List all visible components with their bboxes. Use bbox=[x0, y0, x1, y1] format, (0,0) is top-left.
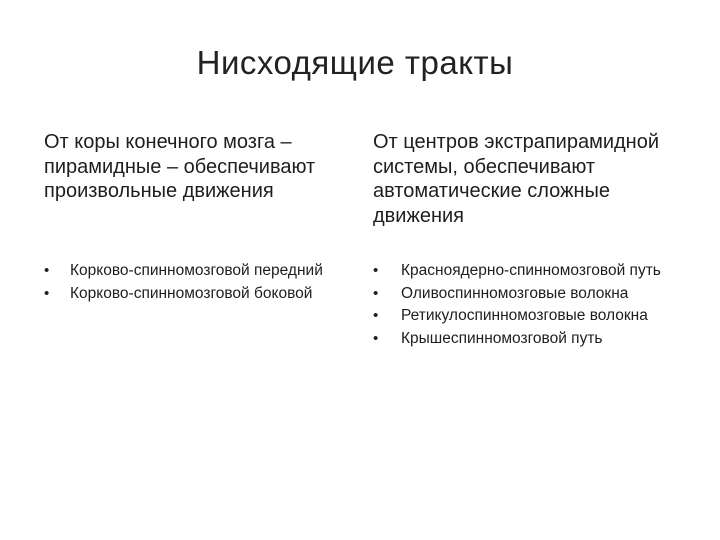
list-item-text: Корково-спинномозговой передний bbox=[70, 262, 323, 279]
list-item bbox=[373, 330, 683, 348]
left-column bbox=[44, 130, 344, 307]
right-column-heading: От центров экстрапирамидной системы, обеспечивают автоматические сложные движения bbox=[373, 131, 660, 227]
bullet-icon: • bbox=[373, 307, 379, 324]
list-item bbox=[373, 285, 683, 303]
list-item-text: Корково-спинномозговой боковой bbox=[70, 284, 313, 302]
list-item-text: Крышеспинномозговой путь bbox=[401, 329, 603, 347]
right-bullet-list bbox=[373, 262, 683, 347]
slide-title: Нисходящие тракты bbox=[196, 44, 514, 81]
left-column-heading: От коры конечного мозга – пирамидные – обеспечивают произвольные движения bbox=[44, 131, 316, 202]
list-item bbox=[373, 262, 683, 280]
left-bullet-list bbox=[44, 262, 344, 302]
bullet-icon: • bbox=[373, 329, 379, 347]
right-column bbox=[373, 130, 683, 352]
list-item-text: Оливоспинномозговые волокна bbox=[401, 284, 629, 302]
bullet-icon: • bbox=[373, 262, 379, 279]
bullet-icon: • bbox=[44, 284, 50, 302]
list-item-text: Красноядерно-спинномозговой путь bbox=[401, 262, 661, 279]
list-item-text: Ретикулоспинномозговые волокна bbox=[401, 307, 648, 324]
bullet-icon: • bbox=[44, 262, 50, 279]
bullet-icon: • bbox=[373, 284, 379, 302]
list-item bbox=[44, 262, 344, 280]
list-item bbox=[373, 307, 683, 325]
list-item bbox=[44, 285, 344, 303]
